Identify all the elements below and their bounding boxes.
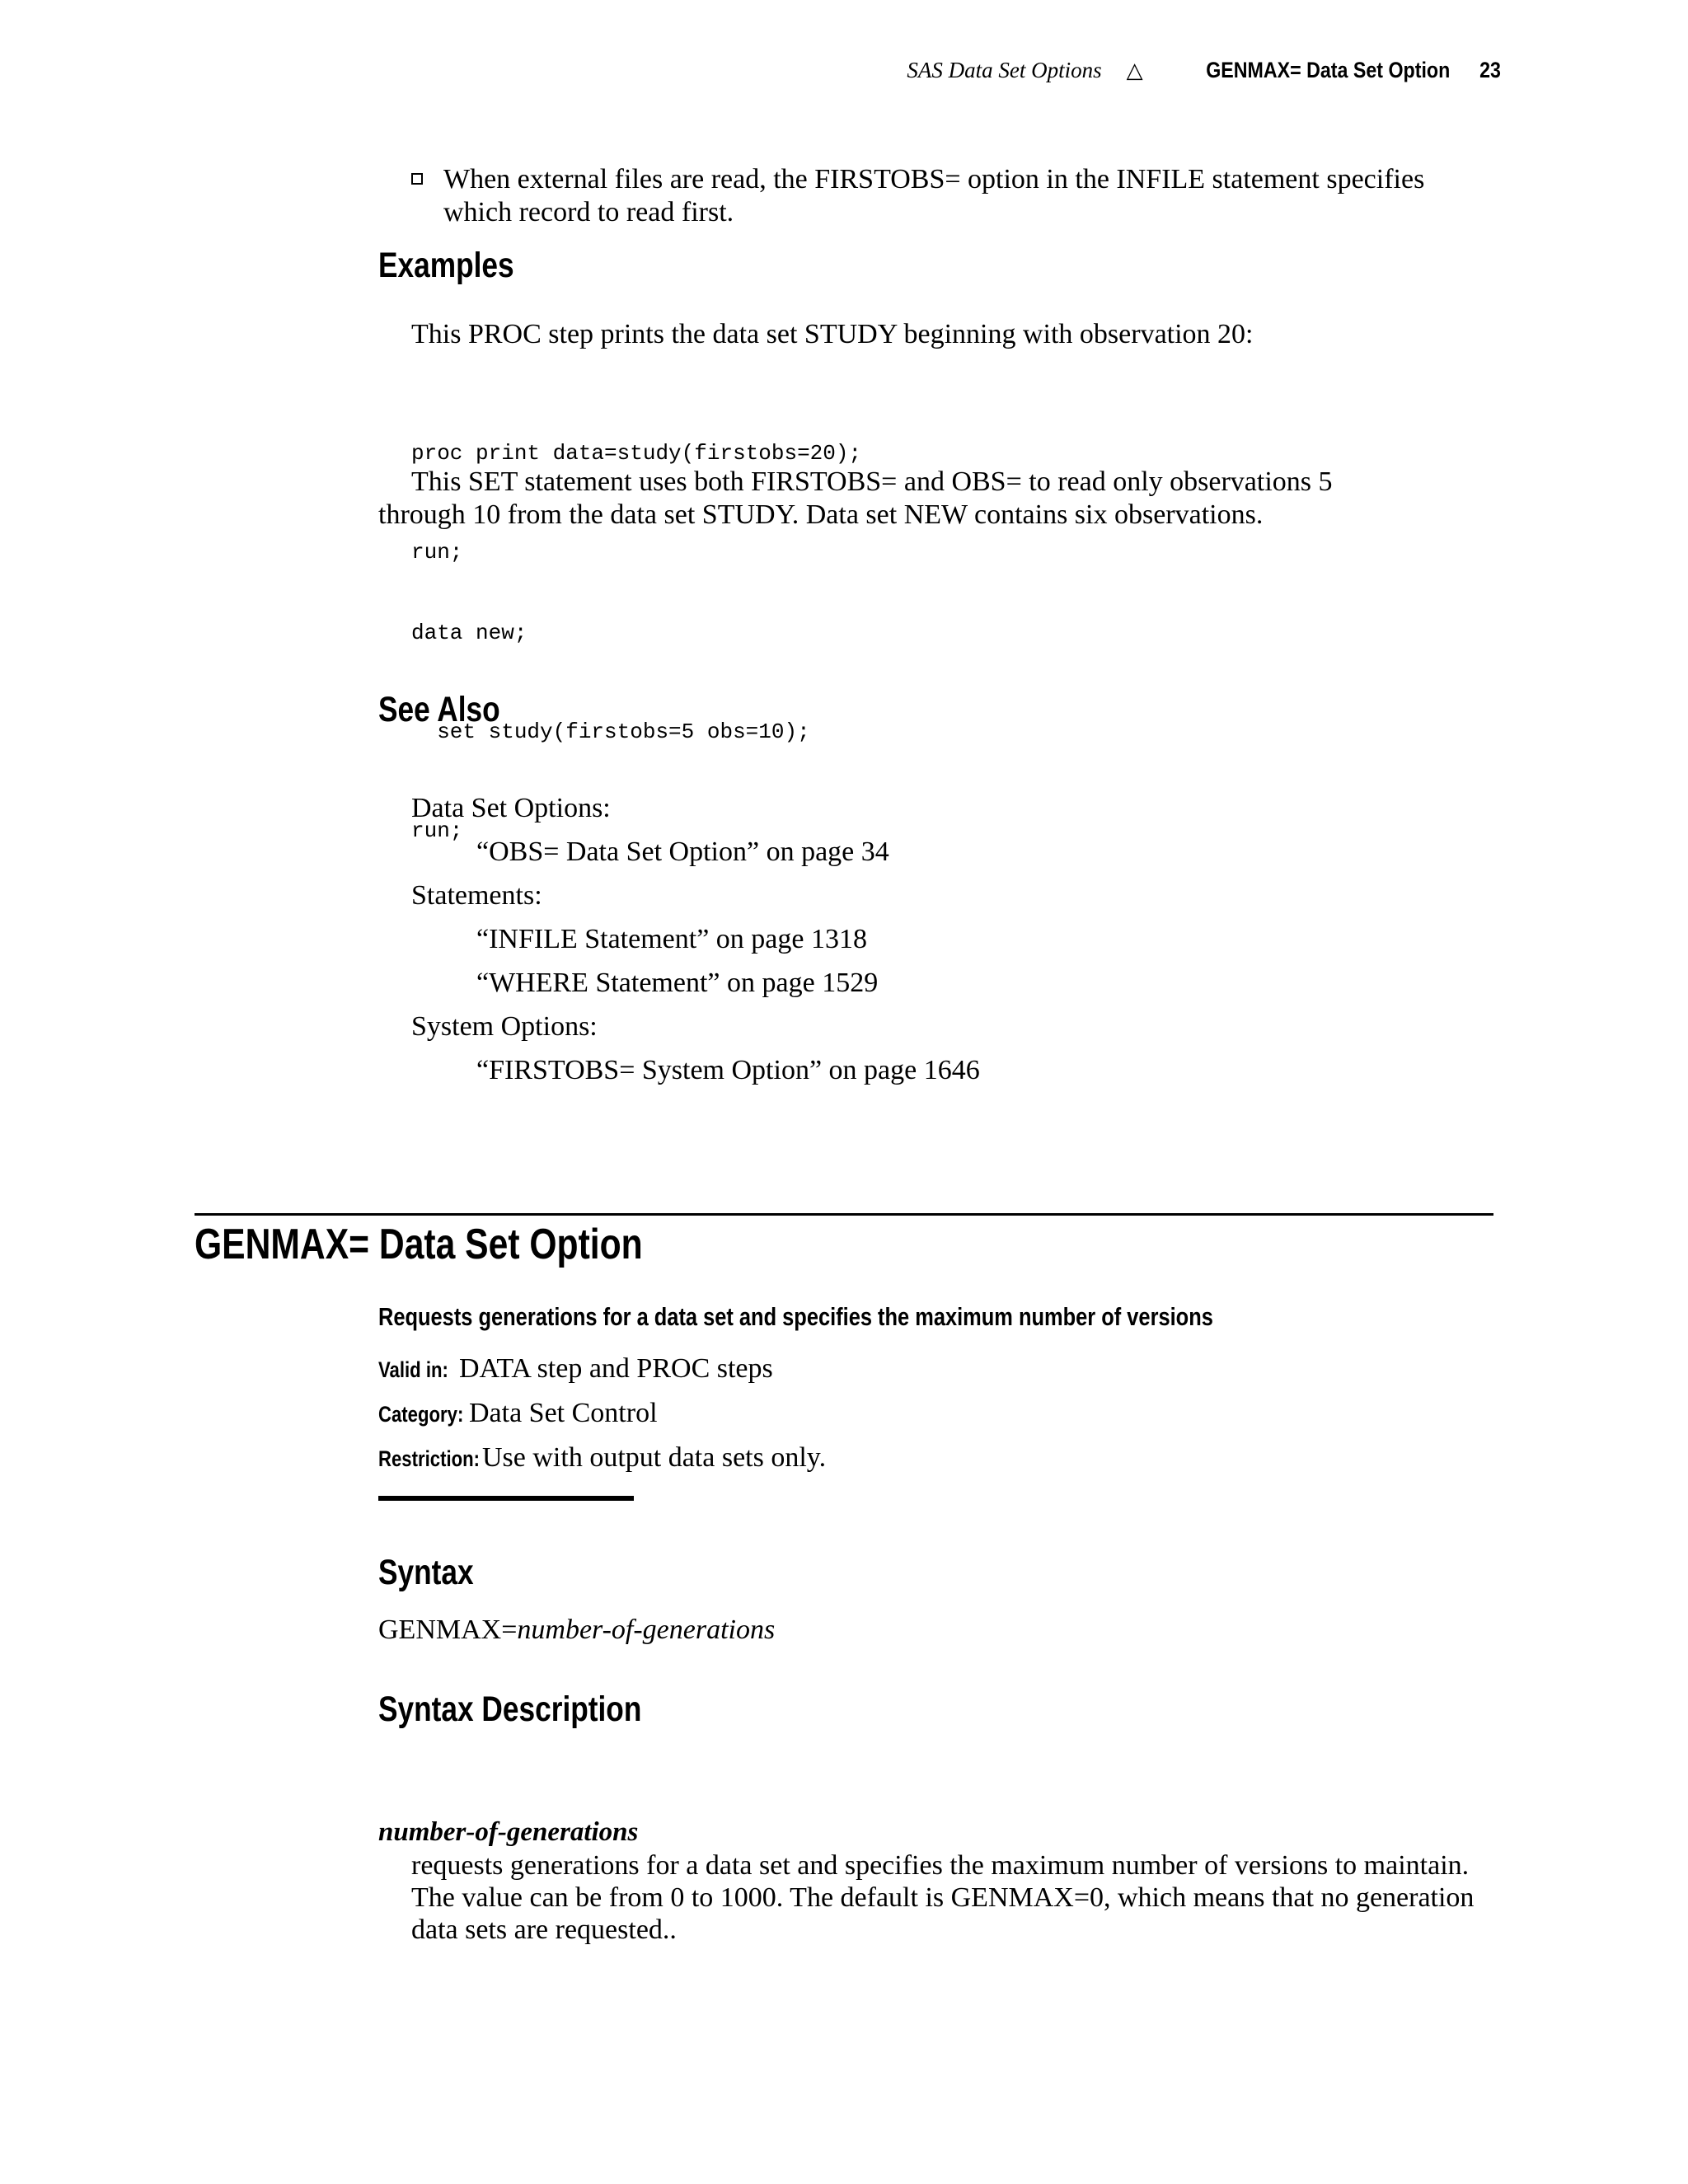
see-also-link[interactable]: “OBS= Data Set Option” on page 34: [476, 837, 889, 867]
running-header: [907, 58, 1503, 83]
syntax-keyword: GENMAX=: [378, 1615, 518, 1645]
header-topic: GENMAX= Data Set Option: [1205, 58, 1450, 82]
square-bullet-icon: [411, 173, 423, 185]
argument-term: number-of-generations: [378, 1817, 639, 1847]
code-line: set study(firstobs=5 obs=10);: [411, 719, 810, 744]
see-also-link[interactable]: “INFILE Statement” on page 1318: [476, 924, 867, 954]
page-number: 23: [1479, 58, 1501, 82]
see-also-group-label: Statements:: [411, 880, 542, 911]
section-summary: Requests generations for a data set and specifies the maximum number of versions: [378, 1302, 1213, 1331]
see-also-heading: See Also: [378, 690, 500, 729]
meta-label: Restriction:: [378, 1446, 481, 1471]
meta-valid-in: [378, 1353, 773, 1385]
meta-value: DATA step and PROC steps: [459, 1353, 773, 1384]
meta-value: Use with output data sets only.: [482, 1442, 827, 1473]
syntax-line: [378, 1614, 775, 1647]
see-also-group-label: System Options:: [411, 1011, 598, 1042]
syntax-heading: Syntax: [378, 1553, 474, 1592]
code-line: proc print data=study(firstobs=20);: [411, 441, 862, 466]
examples-intro-2-line-2: through 10 from the data set STUDY. Data set NEW contains six observations.: [378, 499, 1264, 530]
bullet-item: [411, 163, 1499, 229]
code-line: run;: [411, 818, 463, 843]
see-also-link[interactable]: “WHERE Statement” on page 1529: [476, 968, 879, 998]
examples-heading: Examples: [378, 246, 514, 285]
examples-intro-1: This PROC step prints the data set STUDY beginning with observation 20:: [411, 319, 1254, 349]
meta-category: [378, 1398, 658, 1429]
meta-divider: [378, 1496, 634, 1501]
meta-label: Category:: [378, 1402, 464, 1427]
examples-intro-2-line-1: This SET statement uses both FIRSTOBS= and OBS= to read only observations 5: [411, 466, 1333, 497]
section-title: GENMAX= Data Set Option: [195, 1221, 643, 1268]
syntax-description-heading: Syntax Description: [378, 1690, 642, 1729]
code-line: run;: [411, 540, 463, 565]
argument-description: requests generations for a data set and specifies the maximum number of versions to maintain. The value can be from 0 to 1000. The default is GENMAX=0, which means that no generation data sets are requested..: [411, 1850, 1475, 1945]
meta-value: Data Set Control: [469, 1398, 658, 1428]
syntax-argument: number-of-generations: [517, 1615, 776, 1645]
triangle-separator-icon: △: [1126, 59, 1143, 83]
code-line: data new;: [411, 621, 528, 645]
meta-restriction: [378, 1442, 826, 1474]
bullet-text: When external files are read, the FIRSTOBS= option in the INFILE statement specifies which record to read first.: [443, 164, 1425, 227]
meta-label: Valid in:: [378, 1357, 448, 1382]
section-divider: [195, 1213, 1493, 1216]
header-section-title: SAS Data Set Options: [907, 58, 1102, 82]
see-also-group-label: Data Set Options:: [411, 793, 611, 823]
see-also-link[interactable]: “FIRSTOBS= System Option” on page 1646: [476, 1055, 980, 1085]
